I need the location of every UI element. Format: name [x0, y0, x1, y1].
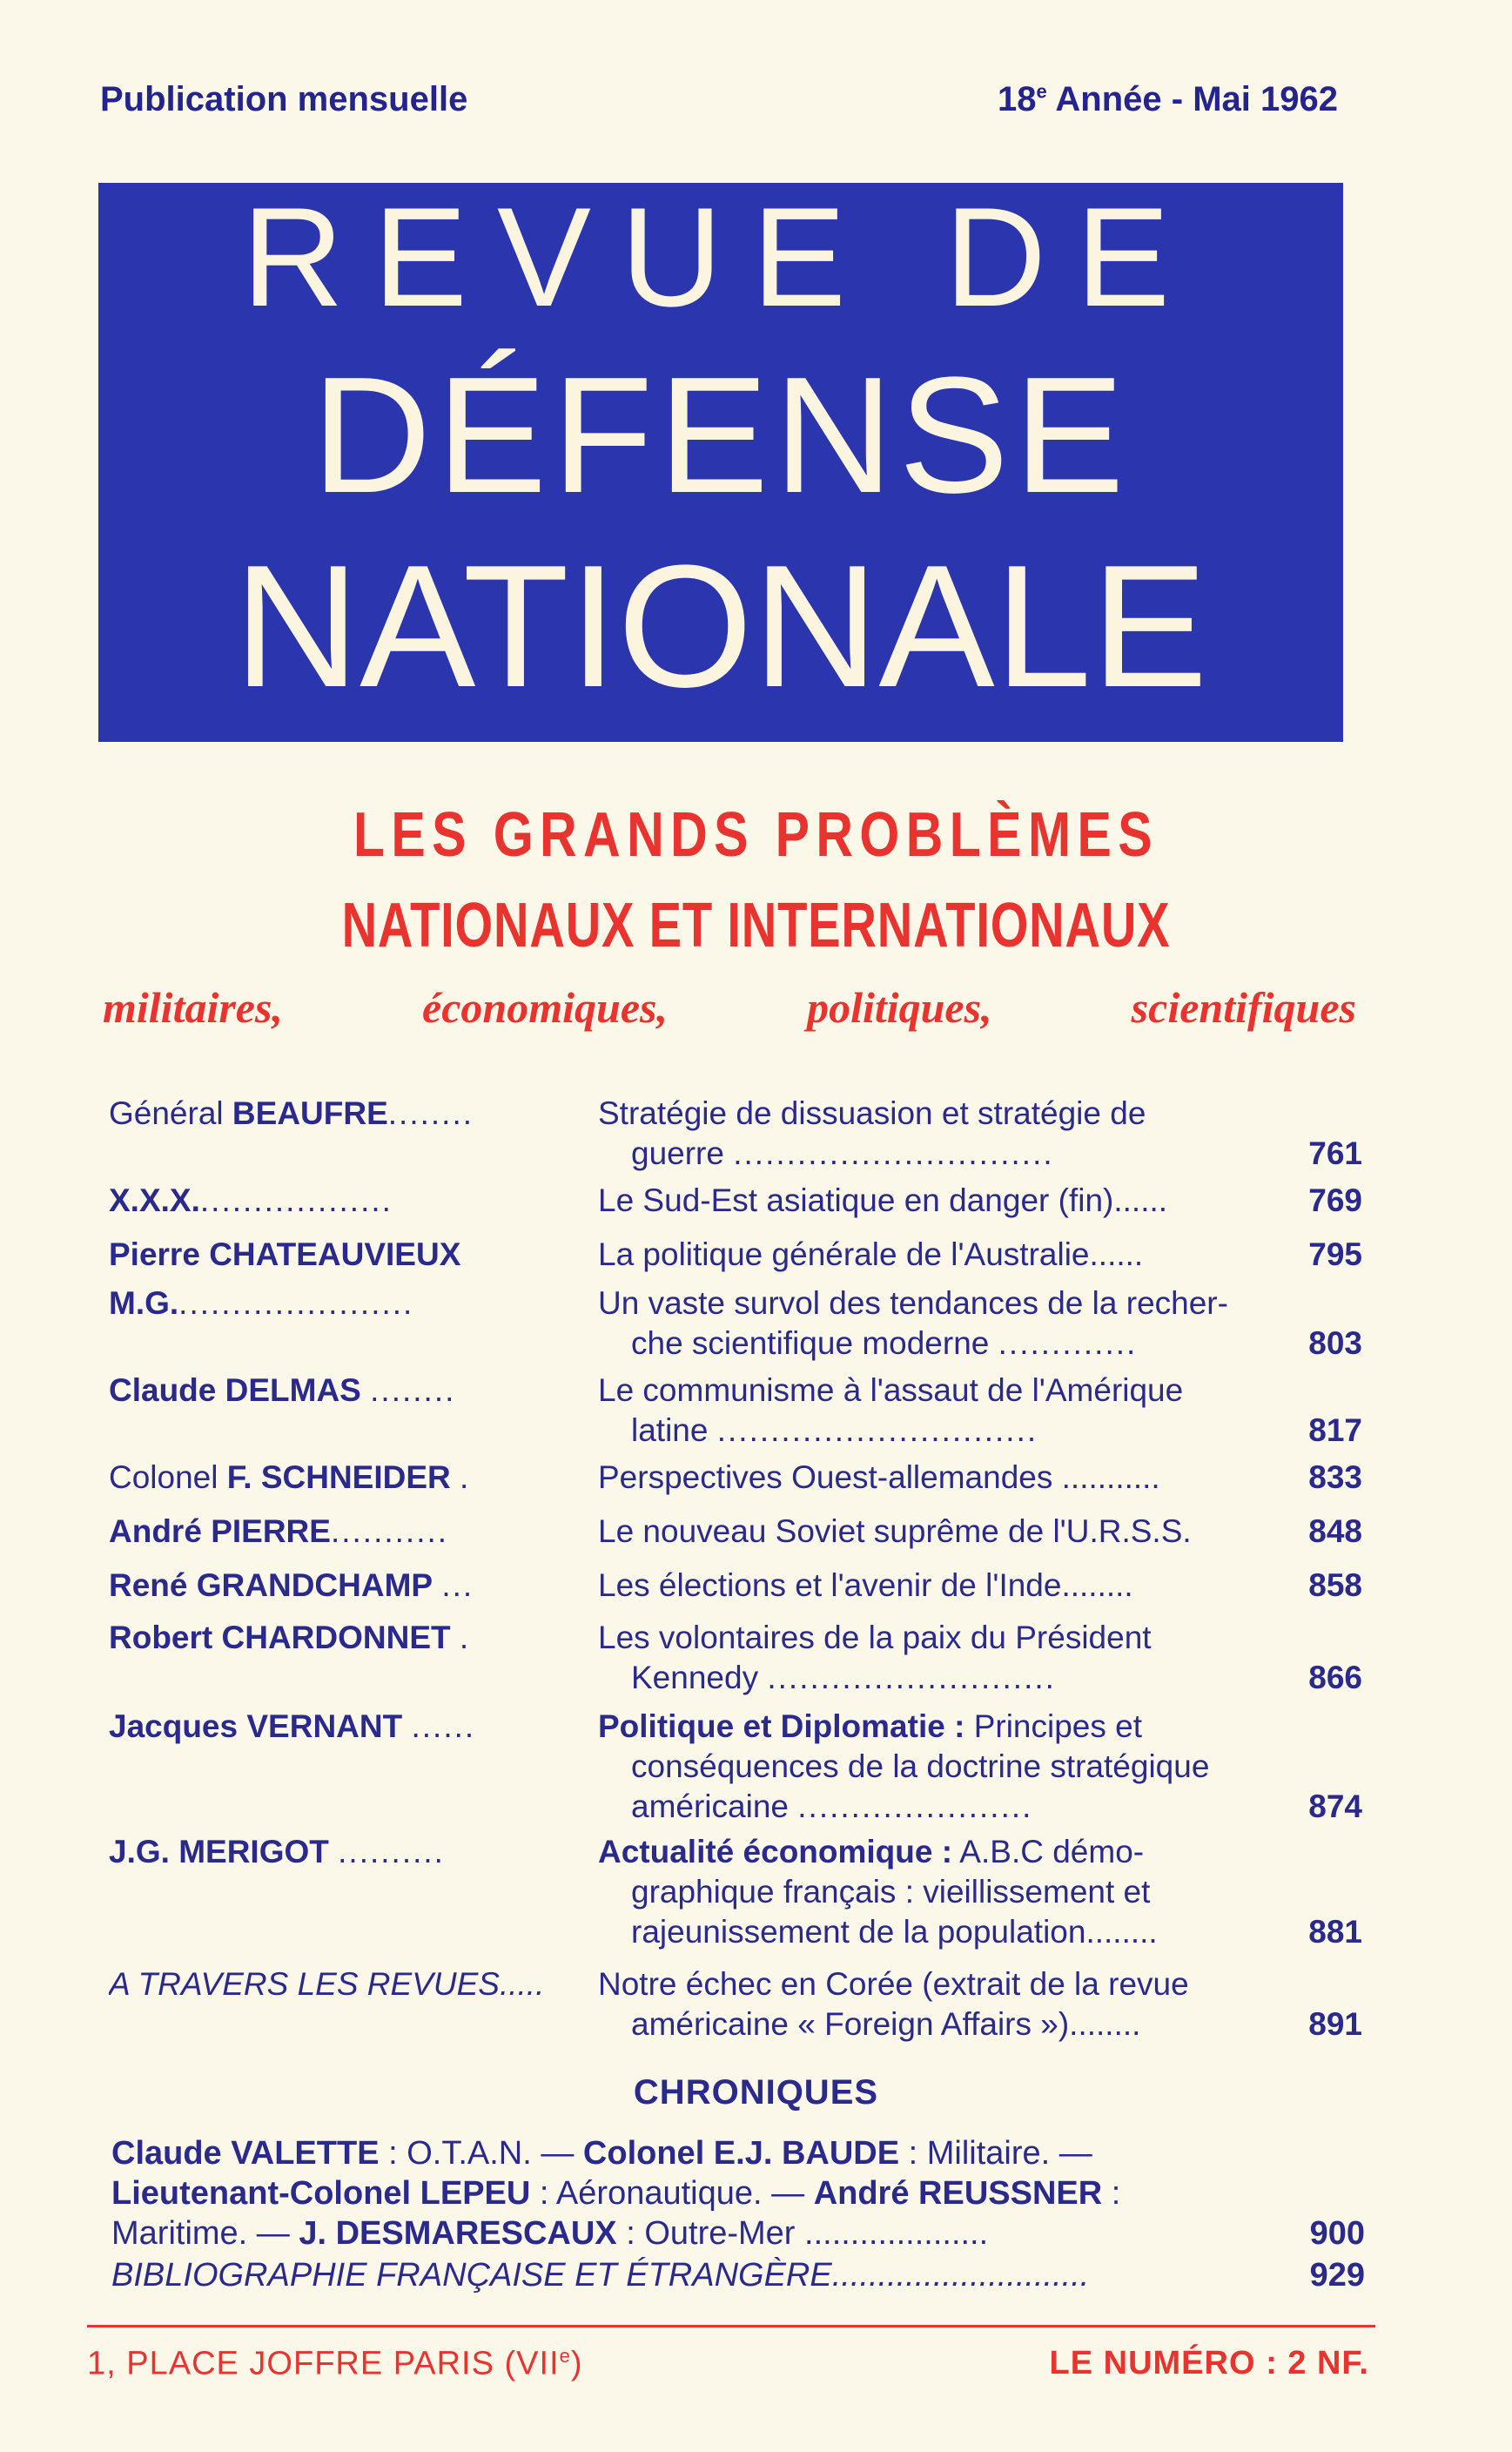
chroniques-list [111, 2133, 1365, 2253]
toc-page: 803 [1308, 1325, 1362, 1361]
toc-title: Le Sud-Est asiatique en danger (fin)...... [598, 1182, 1168, 1218]
category-scientifiques: scientifiques [1131, 983, 1356, 1032]
toc-page: 874 [1308, 1788, 1362, 1824]
toc-title: Politique et Diplomatie : Principes et conséquences de la doctrine stratégique américaine ...................... [598, 1708, 1210, 1824]
toc-author: X.X.X................... [109, 1182, 393, 1218]
bibliographie-line [111, 2255, 1365, 2295]
toc-page: 866 [1308, 1660, 1362, 1695]
toc-page: 833 [1308, 1459, 1362, 1495]
toc-title: Les volontaires de la paix du Président Kennedy ........................... [598, 1620, 1152, 1695]
footer-address: 1, PLACE JOFFRE PARIS (VIIe) [87, 2345, 583, 2382]
masthead-line-3: NATIONALE [233, 529, 1208, 724]
masthead-line-2: DÉFENSE [312, 343, 1130, 528]
footer-divider [87, 2325, 1375, 2327]
toc-author: Jacques VERNANT ...... [109, 1708, 476, 1744]
chroniques-heading: CHRONIQUES [633, 2073, 879, 2112]
bibliographie-page: 929 [1309, 2257, 1365, 2294]
toc-page: 881 [1308, 1914, 1362, 1950]
toc-author: Général BEAUFRE........ [109, 1095, 474, 1131]
toc-title: Notre échec en Corée (extrait de la revue américaine « Foreign Affairs »)........ [598, 1966, 1189, 2042]
toc-author: A TRAVERS LES REVUES..... [109, 1966, 545, 2002]
chroniques-line-3: Maritime. — J. DESMARESCAUX : Outre-Mer .................... 900 [111, 2215, 1365, 2252]
masthead [98, 183, 1343, 742]
toc-title: Les élections et l'avenir de l'Inde........ [598, 1567, 1133, 1603]
toc-page: 891 [1308, 2006, 1362, 2042]
subtitle-line-2: NATIONAUX ET INTERNATIONAUX [341, 891, 1171, 960]
chroniques-line-1: Claude VALETTE : O.T.A.N. — Colonel E.J. BAUDE : Militaire. — [111, 2135, 1092, 2172]
toc-author: Colonel F. SCHNEIDER . [109, 1459, 471, 1495]
toc-author: M.G....................... [109, 1285, 414, 1321]
toc-title: Un vaste survol des tendances de la recher- che scientifique moderne ............. [598, 1285, 1228, 1361]
toc-page: 858 [1308, 1567, 1362, 1603]
toc-author: Robert CHARDONNET . [109, 1620, 471, 1655]
subtitle-categories [103, 982, 1356, 1033]
toc-author: René GRANDCHAMP ... [109, 1567, 474, 1603]
toc-page: 817 [1308, 1412, 1362, 1448]
toc-page: 848 [1308, 1513, 1362, 1549]
toc-page: 769 [1308, 1182, 1362, 1218]
toc-title: Le communisme à l'assaut de l'Amérique latine .............................. [598, 1372, 1184, 1448]
publication-frequency: Publication mensuelle [100, 80, 468, 118]
header-line [100, 80, 1338, 119]
toc-page: 761 [1308, 1135, 1362, 1171]
category-economiques: économiques, [422, 983, 668, 1032]
footer-price: LE NUMÉRO : 2 NF. [1049, 2345, 1369, 2381]
toc-title: La politique générale de l'Australie...... [598, 1236, 1144, 1272]
masthead-line-1: REVUE DE [241, 183, 1200, 336]
chroniques-line-2: Lieutenant-Colonel LEPEU : Aéronautique. — André REUSSNER : [111, 2175, 1121, 2212]
toc-title: Stratégie de dissuasion et stratégie de guerre .............................. [598, 1095, 1146, 1171]
chroniques-page: 900 [1309, 2215, 1365, 2252]
bibliographie-text: BIBLIOGRAPHIE FRANÇAISE ET ÉTRANGÈRE............................ [111, 2257, 1090, 2294]
toc-page: 795 [1308, 1236, 1362, 1272]
subtitle-line-1: LES GRANDS PROBLÈMES [353, 800, 1159, 870]
toc-title: Le nouveau Soviet suprême de l'U.R.S.S. [598, 1513, 1192, 1549]
toc-title: Actualité économique : A.B.C démo- graphique français : vieillissement et rajeunissement de la population........ [598, 1834, 1158, 1950]
toc-author: Claude DELMAS ........ [109, 1372, 456, 1408]
toc-title: Perspectives Ouest-allemandes ........... [598, 1459, 1160, 1495]
toc-author: J.G. MERIGOT .......... [109, 1834, 445, 1869]
issue-date: 18e Année - Mai 1962 [998, 80, 1338, 118]
category-militaires: militaires, [103, 983, 283, 1032]
category-politiques: politiques, [807, 983, 992, 1032]
toc-author: André PIERRE........... [109, 1513, 449, 1549]
toc-author: Pierre CHATEAUVIEUX [109, 1236, 461, 1272]
